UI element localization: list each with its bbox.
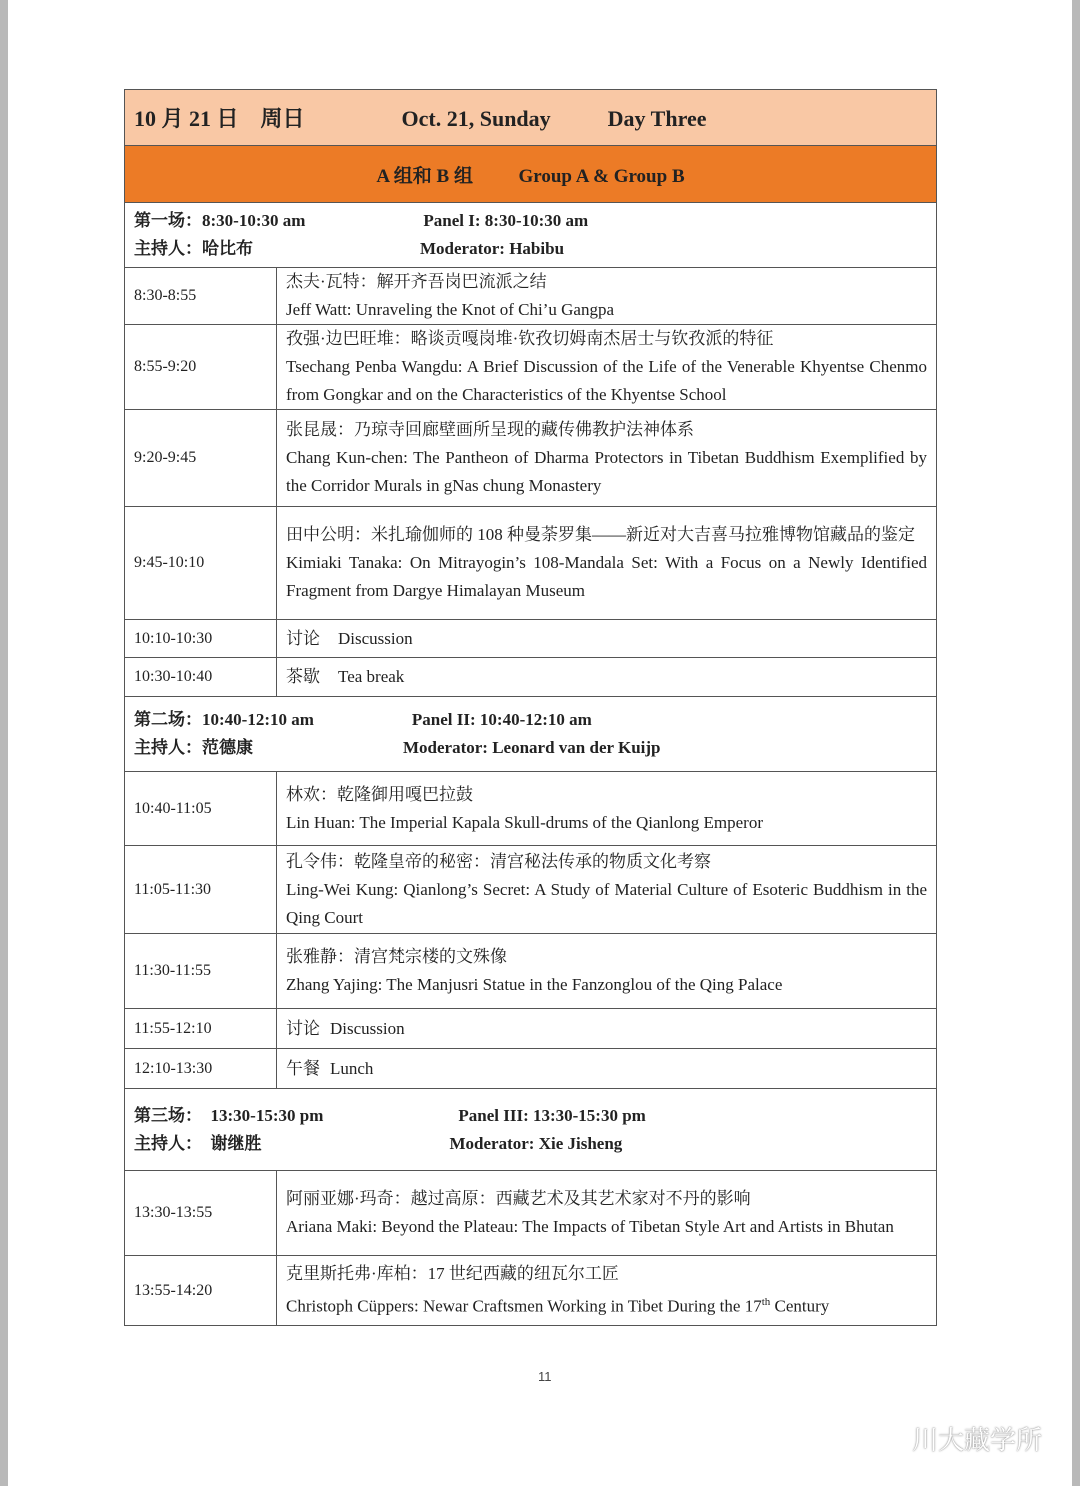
day-header-cell (125, 90, 937, 146)
page-number: 11 (538, 1369, 552, 1384)
schedule-row (125, 507, 937, 620)
moderator-cn: 主持人：范德康 (134, 738, 253, 757)
time-cell: 13:30-13:55 (125, 1171, 277, 1256)
panel-moderator-line (134, 1130, 927, 1158)
panel-header-row (125, 697, 937, 772)
time-cell: 8:30-8:55 (125, 268, 277, 325)
talk-cell (277, 1256, 937, 1326)
time-cell: 10:30-10:40 (125, 658, 277, 697)
panel-en: Panel III: 13:30-15:30 pm (458, 1105, 646, 1125)
moderator-en: Moderator: Leonard van der Kuijp (403, 738, 661, 757)
moderator-cn: 主持人： 谢继胜 (134, 1133, 262, 1153)
panel-header-cell (125, 697, 937, 772)
talk-cell (277, 325, 937, 410)
item-cn: 讨论 (286, 628, 320, 648)
talk-cell (277, 620, 937, 658)
schedule-row (125, 325, 937, 410)
talk-cell (277, 658, 937, 697)
item-en: Discussion (338, 628, 413, 648)
schedule-row (125, 1171, 937, 1256)
wechat-icon (862, 1422, 906, 1456)
talk-cell (277, 410, 937, 507)
talk-title-en: Tsechang Penba Wangdu: A Brief Discussion of the Life of the Venerable Khyentse Chenmo from Gongkar and on the Characteristics of the Khyentse School (286, 357, 927, 404)
talk-title-cn: 林欢：乾隆御用嘎巴拉鼓 (286, 784, 473, 804)
schedule-row (125, 934, 937, 1009)
moderator-en: Moderator: Habibu (420, 239, 565, 258)
talk-title-cn: 克里斯托弗·库柏：17 世纪西藏的纽瓦尔工匠 (286, 1264, 619, 1284)
day-header-row (125, 90, 937, 146)
time-cell: 12:10-13:30 (125, 1049, 277, 1089)
talk-title-en: Zhang Yajing: The Manjusri Statue in the Fanzonglou of the Qing Palace (286, 975, 783, 994)
moderator-cn: 主持人：哈比布 (134, 239, 253, 258)
panel-header-row (125, 203, 937, 268)
moderator-en: Moderator: Xie Jisheng (449, 1133, 623, 1153)
talk-title-en: Ling-Wei Kung: Qianlong’s Secret: A Study of Material Culture of Esoteric Buddhism in the Qing Court (286, 879, 927, 927)
schedule-row (125, 410, 937, 507)
session-cn: 第二场：10:40-12:10 am (134, 710, 314, 729)
talk-title-cn: 孜强·边巴旺堆：略谈贡嘎岗堆·钦孜切姆南杰居士与钦孜派的特征 (286, 329, 774, 348)
item-cn: 茶歇 (286, 667, 320, 686)
schedule-row (125, 846, 937, 934)
time-cell: 10:40-11:05 (125, 772, 277, 846)
document-page (8, 0, 1072, 1486)
talk-title-en: Christoph Cüppers: Newar Craftsmen Working in Tibet During the 17th Century (286, 1296, 830, 1316)
time-cell: 11:05-11:30 (125, 846, 277, 934)
group-cn: A 组和 B 组 (376, 165, 473, 187)
talk-title-cn: 张雅静：清宫梵宗楼的文殊像 (286, 947, 507, 966)
talk-cell (277, 1049, 937, 1089)
watermark (862, 1420, 1042, 1457)
item-en: Lunch (330, 1058, 374, 1078)
panel-moderator-line (134, 734, 927, 762)
talk-cell (277, 1171, 937, 1256)
talk-cell (277, 846, 937, 934)
date-en: Oct. 21, Sunday (401, 106, 551, 131)
panel-header-cell (125, 203, 937, 268)
panel-session-line (134, 207, 927, 235)
panel-header-cell (125, 1089, 937, 1171)
time-cell: 11:55-12:10 (125, 1009, 277, 1049)
time-cell: 13:55-14:20 (125, 1256, 277, 1326)
schedule-row (125, 1256, 937, 1326)
time-cell: 8:55-9:20 (125, 325, 277, 410)
talk-cell (277, 507, 937, 620)
group-header-row (125, 146, 937, 203)
talk-title-en: Kimiaki Tanaka: On Mitrayogin’s 108-Mandala Set: With a Focus on a Newly Identified Fragment from Dargye Himalayan Museum (286, 553, 927, 600)
panel-session-line (134, 1102, 927, 1130)
time-cell: 9:20-9:45 (125, 410, 277, 507)
talk-title-cn: 阿丽亚娜·玛奇：越过高原：西藏艺术及其艺术家对不丹的影响 (286, 1189, 751, 1208)
session-cn: 第一场：8:30-10:30 am (134, 211, 306, 230)
talk-title-en: Jeff Watt: Unraveling the Knot of Chi’u Gangpa (286, 300, 615, 319)
talk-cell (277, 934, 937, 1009)
panel-session-line (134, 706, 927, 734)
schedule-row (125, 1049, 937, 1089)
talk-cell (277, 1009, 937, 1049)
watermark-text: 川大藏学所 (912, 1426, 1043, 1456)
time-cell: 9:45-10:10 (125, 507, 277, 620)
item-en: Discussion (330, 1018, 405, 1038)
talk-cell (277, 268, 937, 325)
talk-title-en: Lin Huan: The Imperial Kapala Skull-drums of the Qianlong Emperor (286, 812, 763, 832)
date-cn: 10 月 21 日 周日 (134, 106, 305, 131)
schedule-table (124, 89, 937, 1326)
group-header-cell (125, 146, 937, 203)
talk-title-cn: 杰夫·瓦特：解开齐吾岗巴流派之结 (286, 272, 547, 291)
session-cn: 第三场： 13:30-15:30 pm (134, 1105, 324, 1125)
schedule-row (125, 620, 937, 658)
panel-moderator-line (134, 235, 927, 263)
group-en: Group A & Group B (518, 165, 685, 187)
time-cell: 10:10-10:30 (125, 620, 277, 658)
schedule-row (125, 658, 937, 697)
time-cell: 11:30-11:55 (125, 934, 277, 1009)
talk-title-cn: 孔令伟：乾隆皇帝的秘密：清宫秘法传承的物质文化考察 (286, 851, 711, 871)
day-label: Day Three (607, 106, 707, 131)
talk-title-en: Ariana Maki: Beyond the Plateau: The Impacts of Tibetan Style Art and Artists in Bhutan (286, 1217, 894, 1236)
talk-cell (277, 772, 937, 846)
panel-en: Panel I: 8:30-10:30 am (423, 211, 589, 230)
talk-title-cn: 张昆晟：乃琼寺回廊壁画所呈现的藏传佛教护法神体系 (286, 420, 694, 439)
schedule-row (125, 1009, 937, 1049)
item-cn: 午餐 (286, 1058, 320, 1078)
item-en: Tea break (338, 667, 405, 686)
schedule-row (125, 772, 937, 846)
talk-title-cn: 田中公明：米扎瑜伽师的 108 种曼荼罗集——新近对大吉喜马拉雅博物馆藏品的鉴定 (286, 525, 915, 544)
schedule-row (125, 268, 937, 325)
panel-header-row (125, 1089, 937, 1171)
talk-title-en: Chang Kun-chen: The Pantheon of Dharma Protectors in Tibetan Buddhism Exemplified by the Corridor Murals in gNas chung Monastery (286, 448, 927, 495)
item-cn: 讨论 (286, 1018, 320, 1038)
panel-en: Panel II: 10:40-12:10 am (411, 710, 592, 729)
